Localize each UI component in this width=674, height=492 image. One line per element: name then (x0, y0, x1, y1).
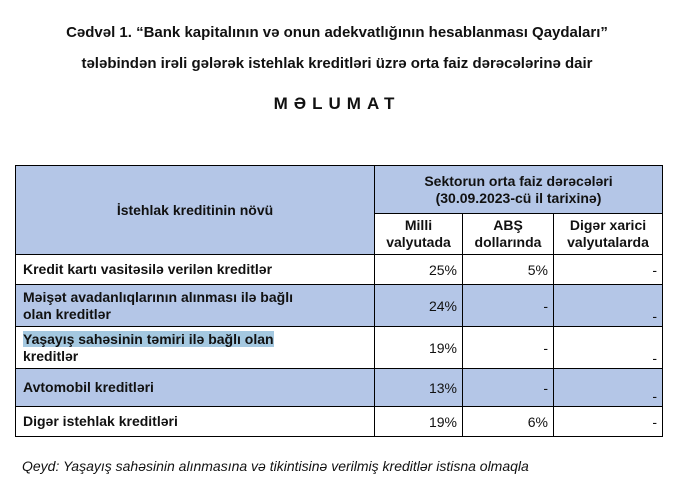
row-label (16, 255, 375, 285)
cell-other: - (554, 407, 663, 437)
cell-other: - (554, 255, 663, 285)
table-row (16, 369, 663, 407)
interest-rates-table (15, 165, 663, 437)
cell-usd: - (463, 369, 554, 407)
cell-national: 19% (375, 407, 463, 437)
row-label-line: Avtomobil kreditləri (23, 379, 154, 395)
row-label (16, 369, 375, 407)
header-line: dollarında (474, 234, 542, 250)
table-row (16, 327, 663, 369)
column-header-other-currencies (554, 214, 663, 255)
table-row (16, 407, 663, 437)
group-header-line-2: (30.09.2023-cü il tarixinə) (435, 189, 602, 206)
table-row (16, 255, 663, 285)
cell-national: 13% (375, 369, 463, 407)
cell-usd: - (463, 285, 554, 327)
row-label (16, 407, 375, 437)
cell-national: 24% (375, 285, 463, 327)
header-line: Milli (404, 217, 433, 233)
row-label-line: Məişət avadanlıqlarının alınması ilə bağlı (23, 288, 293, 305)
column-header-national-currency (375, 214, 463, 255)
document-title-line-2: tələbindən irəli gələrək istehlak kreditləri üzrə orta faiz dərəcələrinə dair (81, 55, 593, 72)
cell-usd: - (463, 327, 554, 369)
cell-usd: 6% (463, 407, 554, 437)
cell-national: 25% (375, 255, 463, 285)
group-header-line-1: Sektorun orta faiz dərəcələri (424, 172, 613, 189)
column-header-usd (463, 214, 554, 255)
cell-usd: 5% (463, 255, 554, 285)
document-title-line-1: Cədvəl 1. “Bank kapitalının və onun adekvatlığının hesablanması Qaydaları” (66, 24, 608, 41)
header-line: ABŞ (493, 217, 523, 233)
column-header-credit-type: İstehlak kreditinin növü (16, 166, 375, 255)
header-line: valyutalarda (567, 234, 649, 250)
highlighted-text: Yaşayış sahəsinin təmiri ilə bağlı olan (23, 330, 274, 347)
header-line: valyutada (386, 234, 451, 250)
row-label-line: kreditlər (23, 347, 79, 364)
row-label-line: Kredit kartı vasitəsilə verilən kreditlər (23, 261, 273, 277)
cell-other: - (554, 327, 663, 369)
cell-other: - (554, 285, 663, 327)
document-heading: MƏLUMAT (273, 94, 401, 113)
group-header-sector-rates (375, 166, 663, 214)
cell-national: 19% (375, 327, 463, 369)
row-label (16, 285, 375, 327)
row-label-line (23, 331, 369, 348)
row-label-line: olan kreditlər (23, 305, 111, 322)
table-row (16, 285, 663, 327)
footnote: Qeyd: Yaşayış sahəsinin alınmasına və tikintisinə verilmiş kreditlər istisna olmaqla (22, 458, 529, 474)
header-line: Digər xarici (569, 217, 647, 233)
cell-other: - (554, 369, 663, 407)
row-label (16, 327, 375, 369)
row-label-line: Digər istehlak kreditləri (23, 413, 178, 429)
